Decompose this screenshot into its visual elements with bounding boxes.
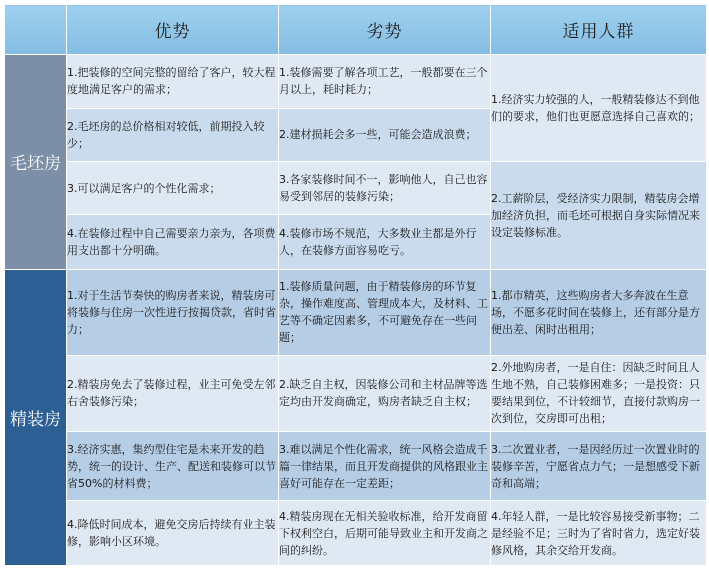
rough-disadvantage-1: 1.装修需要了解各项工艺，一般都要在三个月以上，耗时耗力； — [279, 55, 491, 108]
rough-disadvantage-3: 3.各家装修时间不一，影响他人，自己也容易受到邻居的装修污染； — [279, 161, 491, 214]
rough-audience-1: 1.经济实力较强的人，一般精装修达不到他们的要求，他们也更愿意选择自己喜欢的； — [491, 55, 707, 162]
finished-audience-3: 3.二次置业者，一是因经历过一次置业时的装修辛苦，宁愿省点力气；一是想感受下新奇和高端； — [491, 432, 707, 501]
header-row — [5, 5, 707, 55]
comparison-table — [4, 4, 707, 566]
finished-advantage-3: 3.经济实惠，集约型住宅是未来开发的趋势，统一的设计、生产、配送和装修可以节省50%的材料费； — [67, 432, 279, 501]
table-row — [5, 55, 707, 108]
finished-audience-4: 4.年轻人群，一是比较容易接受新事物；二是经验不足；三时为了省时省力，选定好装修风格，其余交给开发商。 — [491, 501, 707, 566]
finished-disadvantage-1: 1.装修质量问题，由于精装修房的环节复杂，操作难度高、管理成本大，及材料、工艺等不确定因素多，不可避免存在一些问题； — [279, 269, 491, 355]
header-disadvantage: 劣势 — [279, 5, 491, 55]
rough-disadvantage-2: 2.建材损耗会多一些，可能会造成浪费； — [279, 108, 491, 161]
table-row — [5, 269, 707, 355]
table-row — [5, 501, 707, 566]
header-audience: 适用人群 — [491, 5, 707, 55]
category-rough-house: 毛坯房 — [5, 55, 67, 270]
finished-audience-2: 2.外地购房者，一是自住：因缺乏时间且人生地不熟，自己装修困难多；一是投资：只要结果到位，不计较细节，直接付款购房一次到位，交房即可出租； — [491, 355, 707, 432]
finished-disadvantage-2: 2.缺乏自主权，因装修公司和主材品牌等选定均由开发商确定，购房者缺乏自主权； — [279, 355, 491, 432]
rough-advantage-1: 1.把装修的空间完整的留给了客户，较大程度地满足客户的需求； — [67, 55, 279, 108]
finished-advantage-1: 1.对于生活节奏快的购房者来说，精装房可将装修与住房一次性进行按揭贷款，省时省力； — [67, 269, 279, 355]
table-row — [5, 432, 707, 501]
finished-advantage-2: 2.精装房免去了装修过程，业主可免受左邻右舍装修污染； — [67, 355, 279, 432]
rough-disadvantage-4: 4.装修市场不规范，大多数业主都是外行人，在装修方面容易吃亏。 — [279, 215, 491, 270]
corner-cell — [5, 5, 67, 55]
finished-disadvantage-3: 3.难以满足个性化需求，统一风格会造成千篇一律结果，而且开发商提供的风格跟业主喜好可能存在一定差距； — [279, 432, 491, 501]
finished-disadvantage-4: 4.精装房现在无相关验收标准，给开发商留下权利空白，后期可能导致业主和开发商之间的纠纷。 — [279, 501, 491, 566]
rough-advantage-2: 2.毛坯房的总价格相对较低，前期投入较少； — [67, 108, 279, 161]
table-row — [5, 161, 707, 214]
rough-audience-2: 2.工薪阶层，受经济实力限制，精装房会增加经济负担，而毛坯可根据自身实际情况来设定装修标准。 — [491, 161, 707, 269]
rough-advantage-3: 3.可以满足客户的个性化需求； — [67, 161, 279, 214]
finished-audience-1: 1.都市精英，这些购房者大多奔波在生意场，不愿多花时间在装修上，还有部分是方便出差、闲时出租用； — [491, 269, 707, 355]
finished-advantage-4: 4.降低时间成本，避免交房后持续有业主装修，影响小区环境。 — [67, 501, 279, 566]
category-finished-house: 精装房 — [5, 269, 67, 565]
rough-advantage-4: 4.在装修过程中自己需要亲力亲为，各项费用支出都十分明确。 — [67, 215, 279, 270]
table-row — [5, 355, 707, 432]
header-advantage: 优势 — [67, 5, 279, 55]
